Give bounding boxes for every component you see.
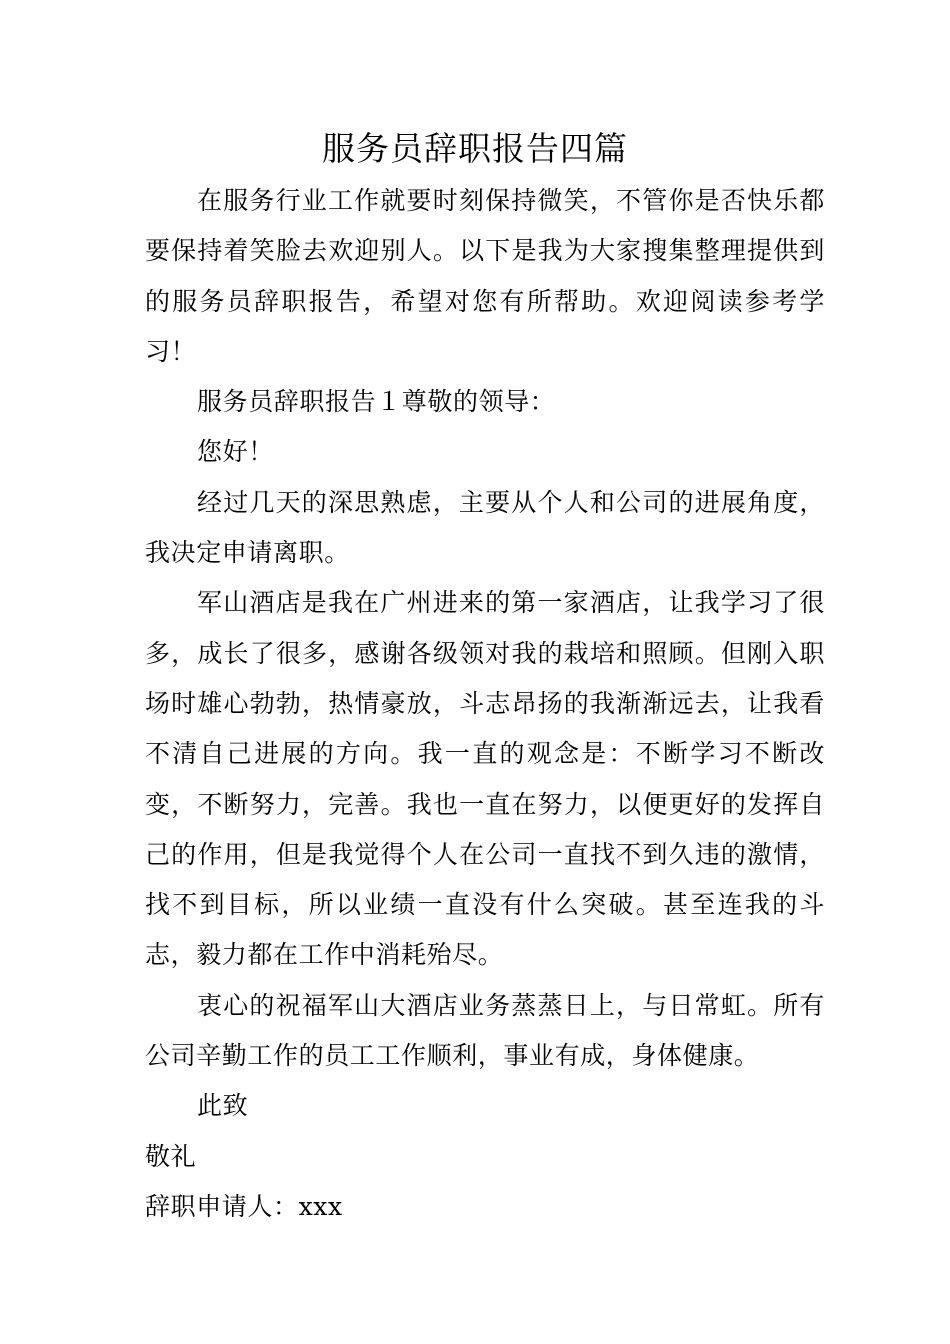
body-paragraph: 衷心的祝福军山大酒店业务蒸蒸日上，与日常虹。所有公司辛勤工作的员工工作顺利，事业有成，身体健康。 <box>145 990 825 1071</box>
intro-paragraph: 在服务行业工作就要时刻保持微笑，不管你是否快乐都要保持着笑脸去欢迎别人。以下是我为大家搜集整理提供到的服务员辞职报告，希望对您有所帮助。欢迎阅读参考学习！ <box>145 186 825 366</box>
closing-salute: 敬礼 <box>145 1141 197 1171</box>
closing-phrase: 此致 <box>197 1091 249 1121</box>
greeting: 您好！ <box>197 437 274 467</box>
document-title: 服务员辞职报告四篇 <box>322 129 628 168</box>
body-paragraph: 军山酒店是我在广州进来的第一家酒店，让我学习了很多，成长了很多，感谢各级领对我的栽培和照顾。但刚入职场时雄心勃勃，热情豪放，斗志昂扬的我渐渐远去，让我看不清自己进展的方向。我一直的观念是：不断学习不断改变，不断努力，完善。我也一直在努力，以便更好的发挥自己的作用，但是我觉得个人在公司一直找不到久违的激情，找不到目标，所以业绩一直没有什么突破。甚至连我的斗志，毅力都在工作中消耗殆尽。 <box>145 588 825 970</box>
body-paragraph: 经过几天的深思熟虑，主要从个人和公司的进展角度，我决定申请离职。 <box>145 487 825 568</box>
report-heading-salutation: 服务员辞职报告１尊敬的领导： <box>197 387 556 417</box>
document-body <box>145 176 825 1232</box>
signature-line: 辞职申请人：xxx <box>145 1191 343 1221</box>
